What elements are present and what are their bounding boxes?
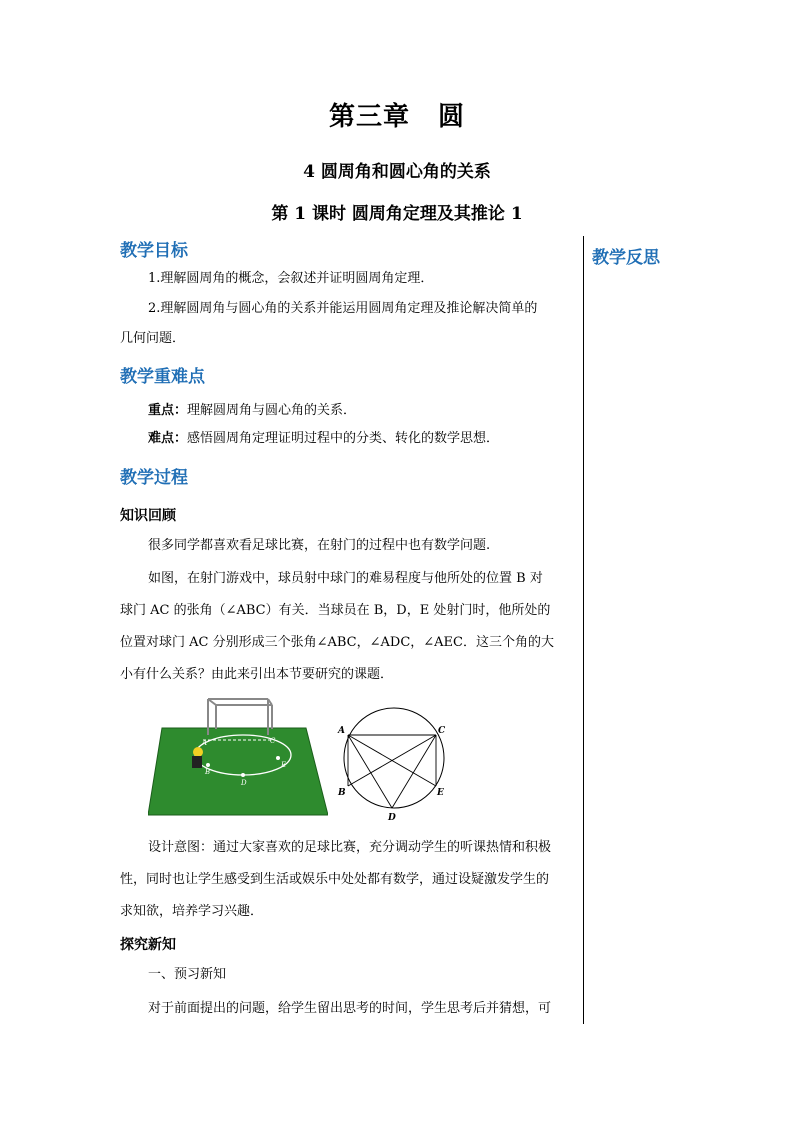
goals-list bbox=[120, 264, 578, 354]
field-label-e: E bbox=[281, 761, 287, 769]
chapter-title: 第三章 圆 bbox=[328, 102, 466, 132]
focus-text: 理解圆周角与圆心角的关系． bbox=[187, 403, 357, 418]
paragraph-line: 如图，在射门游戏中，球员射中球门的难易程度与他所处的位置 B 对 bbox=[148, 571, 543, 586]
field-label-b: B bbox=[205, 768, 211, 776]
inscribed-angle-figure bbox=[336, 700, 456, 822]
lesson-title: 第 1 课时 圆周角定理及其推论 1 bbox=[271, 204, 523, 224]
paragraph-line: 对于前面提出的问题，给学生留出思考的时间，学生思考后并猜想，可 bbox=[148, 1001, 552, 1016]
paragraph-line: 球门 AC 的张角（∠ABC）有关．当球员在 B，D，E 处射门时，他所处的 bbox=[120, 603, 551, 618]
goal-item: 1.理解圆周角的概念，会叙述并证明圆周角定理． bbox=[148, 271, 434, 286]
difficulty-text: 感悟圆周角定理证明过程中的分类、转化的数学思想． bbox=[187, 431, 500, 446]
problem-paragraph bbox=[120, 563, 578, 691]
paragraph-line: 求知欲，培养学习兴趣． bbox=[120, 904, 264, 919]
field-label-d: D bbox=[241, 779, 247, 787]
paragraph-line: 位置对球门 AC 分别形成三个张角∠ABC，∠ADC，∠AEC．这三个角的大 bbox=[120, 635, 554, 650]
goal-item: 几何问题． bbox=[120, 331, 186, 346]
explore-heading: 探究新知 bbox=[120, 937, 176, 953]
soccer-field-figure bbox=[148, 695, 328, 819]
field-label-a: A bbox=[202, 739, 208, 747]
key-points bbox=[120, 396, 578, 452]
key-heading: 教学重难点 bbox=[120, 367, 205, 387]
section-title: 4 圆周角和圆心角的关系 bbox=[303, 162, 491, 182]
process-heading: 教学过程 bbox=[120, 468, 188, 488]
paragraph-line: 性，同时也让学生感受到生活或娱乐中处处都有数学，通过设疑激发学生的 bbox=[120, 872, 550, 887]
circle-label-d: D bbox=[388, 813, 396, 822]
review-heading: 知识回顾 bbox=[120, 508, 176, 524]
player-icon bbox=[193, 747, 203, 757]
paragraph-line: 设计意图：通过大家喜欢的足球比赛，充分调动学生的听课热情和积极 bbox=[148, 840, 552, 855]
circle-label-b: B bbox=[338, 788, 346, 798]
explore-section bbox=[120, 958, 578, 1026]
reflection-heading: 教学反思 bbox=[592, 248, 660, 268]
column-divider bbox=[583, 236, 584, 1024]
circle-label-c: C bbox=[438, 726, 446, 736]
paragraph-line: 很多同学都喜欢看足球比赛，在射门的过程中也有数学问题. bbox=[148, 538, 491, 553]
circle-label-e: E bbox=[437, 788, 444, 798]
goal-item: 2.理解圆周角与圆心角的关系并能运用圆周角定理及推论解决简单的 bbox=[148, 301, 538, 316]
goals-heading: 教学目标 bbox=[120, 241, 188, 261]
focus-label: 重点： bbox=[148, 403, 188, 418]
difficulty-label: 难点： bbox=[148, 431, 188, 446]
paragraph-line: 小有什么关系？由此来引出本节要研究的课题． bbox=[120, 667, 394, 682]
field-label-c: C bbox=[270, 737, 276, 745]
design-intent-paragraph bbox=[120, 832, 578, 928]
circle-label-a: A bbox=[338, 726, 345, 736]
preview-heading: 一、预习新知 bbox=[148, 967, 227, 982]
review-paragraph bbox=[120, 531, 578, 561]
